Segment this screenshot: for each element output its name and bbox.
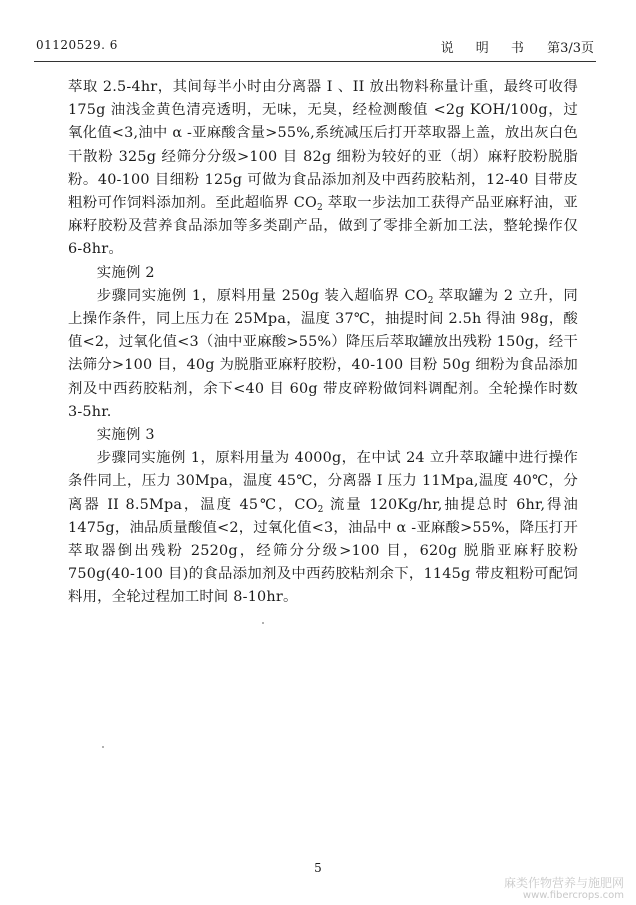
subscript: 2: [317, 504, 324, 515]
document-body: [68, 76, 578, 610]
page-indicator: 第3/3页: [547, 41, 594, 56]
example-3-paragraph: 步骤同实施例 1，原料用量为 4000g，在中试 24 立升萃取罐中进行操作条件同上，压力 30Mpa，温度 45℃，分离器 I 压力 11Mpa,温度 40℃，分离器 II 8.5Mpa，温度 45℃，$CO_2$ 流量 120Kg/hr,抽提总时 6hr,得油 1475g，油品质量酸值<2，过氧化值<3，油品中 α -亚麻酸>55%，降压打开萃取器倒出残粉 2520g，经筛分分级>100 目，620g 脱脂亚麻籽胶粉 750g(40-100 目)的食品添加剂及中西药胶粘剂余下，1145g 带皮粗粉可配饲料用，全轮过程加工时间 8-10hr。: [68, 450, 578, 606]
document-number: 01120529. 6: [36, 38, 118, 52]
page-header: [34, 36, 596, 62]
example-2-paragraph: 步骤同实施例 1，原料用量 250g 装入超临界 $CO_2$ 萃取罐为 2 立升，同上操作条件，同上压力在 25Mpa，温度 37℃，抽提时间 2.5h 得油 98g，酸值<2，过氧化值<3（油中亚麻酸>55%）降压后萃取罐放出残粉 150g，经干法筛分>100 目，40g 为脱脂亚麻籽胶粉，40-100 目粉 50g 细粉为食品添加剂及中西药胶粘剂，余下<40 目 60g 带皮碎粉做饲料调配剂。全轮操作时数 3-5hr.: [68, 287, 579, 420]
scan-speck: [102, 746, 104, 748]
header-right: [431, 37, 594, 56]
document-title: 说 明 书: [440, 41, 533, 56]
paragraph-continued: 萃取 2.5-4hr，其间每半小时由分离器 I 、II 放出物料称量计重，最终可收得 175g 油浅金黄色清亮透明，无味，无臭，经检测酸值 <2g KOH/100g，过氧化值<3,油中 α -亚麻酸含量>55%,系统减压后打开萃取器上盖，放出灰白色干散粉 325g 经筛分分级>100 目 82g 细粉为较好的亚（胡）麻籽胶粉脱脂粉。40-100 目细粉 125g 可做为食品添加剂及中西药胶粘剂，12-40 目带皮粗粉可作饲料添加剂。至此超临界 $CO_2$ 萃取一步法加工获得产品亚麻籽油，亚麻籽胶粉及营养食品添加等多类副产品，做到了零排全新加工法，整轮操作仅 6-8hr。: [68, 79, 579, 258]
subscript: 2: [427, 295, 434, 306]
watermark-title: 麻类作物营养与施肥网: [503, 876, 624, 890]
watermark-url: www.fibercrops.com: [522, 890, 624, 901]
page-number: 5: [314, 861, 322, 875]
example-2-heading: 实施例 2: [96, 264, 155, 281]
subscript: 2: [316, 203, 323, 214]
scan-speck: [262, 622, 264, 624]
example-3-heading: 实施例 3: [96, 427, 155, 444]
